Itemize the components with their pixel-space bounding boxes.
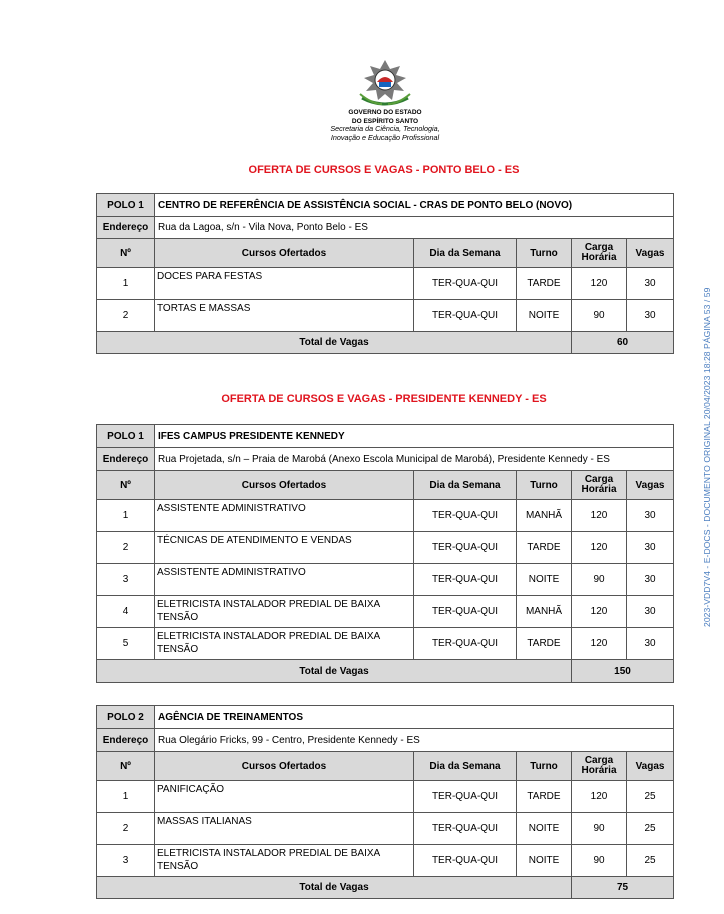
header-vagas: Vagas [627,471,674,500]
total-value: 75 [572,877,674,899]
header-cursos: Cursos Ofertados [155,752,414,781]
course-name: ASSISTENTE ADMINISTRATIVO [155,564,414,596]
document-stamp: 2023-VDD7V4 - E-DOCS - DOCUMENTO ORIGINAL 20/04/2023 18:28 PÁGINA 53 / 59 [702,287,712,627]
header-dia: Dia da Semana [414,471,517,500]
table-row: 1 ASSISTENTE ADMINISTRATIVO TER-QUA-QUI MANHÃ 120 30 [97,500,674,532]
endereco-label: Endereço [97,729,155,752]
section-title-ponto-belo: OFERTA DE CURSOS E VAGAS - PONTO BELO - ES [248,164,520,176]
polo-address: Rua Olegário Fricks, 99 - Centro, Presidente Kennedy - ES [155,729,674,752]
header-num: Nº [97,239,155,268]
header-carga: Carga Horária [572,239,627,268]
total-label: Total de Vagas [97,877,572,899]
endereco-label: Endereço [97,448,155,471]
course-name: TÉCNICAS DE ATENDIMENTO E VENDAS [155,532,414,564]
header-dia: Dia da Semana [414,752,517,781]
total-row [97,332,674,354]
secretaria-line-2: Inovação e Educação Profissional [330,132,440,142]
endereco-label: Endereço [97,217,155,239]
header-carga: Carga Horária [572,752,627,781]
course-name: TORTAS E MASSAS [155,300,414,332]
header-turno: Turno [517,752,572,781]
header-num: Nº [97,752,155,781]
table-row: 4 ELETRICISTA INSTALADOR PREDIAL DE BAIXA TENSÃO TER-QUA-QUI MANHÃ 120 30 [97,596,674,628]
header-vagas: Vagas [627,752,674,781]
course-name: PANIFICAÇÃO [155,781,414,813]
polo-name: CENTRO DE REFERÊNCIA DE ASSISTÊNCIA SOCIAL - CRAS DE PONTO BELO (NOVO) [155,194,674,217]
course-name: MASSAS ITALIANAS [155,813,414,845]
document-header [290,58,480,142]
table-row: 1 PANIFICAÇÃO TER-QUA-QUI TARDE 120 25 [97,781,674,813]
course-name: ELETRICISTA INSTALADOR PREDIAL DE BAIXA TENSÃO [155,596,414,628]
table-row: 3 ASSISTENTE ADMINISTRATIVO TER-QUA-QUI NOITE 90 30 [97,564,674,596]
header-vagas: Vagas [627,239,674,268]
course-name: ELETRICISTA INSTALADOR PREDIAL DE BAIXA TENSÃO [155,845,414,877]
polo-address: Rua Projetada, s/n – Praia de Marobá (Anexo Escola Municipal de Marobá), Presidente Kennedy - ES [155,448,674,471]
table-row: 2 TÉCNICAS DE ATENDIMENTO E VENDAS TER-QUA-QUI TARDE 120 30 [97,532,674,564]
header-cursos: Cursos Ofertados [155,239,414,268]
table-row: 2 MASSAS ITALIANAS TER-QUA-QUI NOITE 90 25 [97,813,674,845]
header-turno: Turno [517,471,572,500]
polo-label: POLO 1 [97,425,155,448]
courses-table-ponto-belo-polo-1 [96,193,674,354]
table-row: 5 ELETRICISTA INSTALADOR PREDIAL DE BAIXA TENSÃO TER-QUA-QUI TARDE 120 30 [97,628,674,660]
header-dia: Dia da Semana [414,239,517,268]
government-name-line-1: GOVERNO DO ESTADO [348,109,422,116]
header-carga: Carga Horária [572,471,627,500]
section-title-presidente-kennedy: OFERTA DE CURSOS E VAGAS - PRESIDENTE KENNEDY - ES [221,393,547,405]
polo-name: IFES CAMPUS PRESIDENTE KENNEDY [155,425,674,448]
course-name: ASSISTENTE ADMINISTRATIVO [155,500,414,532]
courses-table-pk-polo-1 [96,424,674,683]
courses-table-pk-polo-2 [96,705,674,899]
polo-label: POLO 1 [97,194,155,217]
header-turno: Turno [517,239,572,268]
polo-name: AGÊNCIA DE TREINAMENTOS [155,706,674,729]
course-name: ELETRICISTA INSTALADOR PREDIAL DE BAIXA TENSÃO [155,628,414,660]
table-row: 1 DOCES PARA FESTAS TER-QUA-QUI TARDE 120 30 [97,268,674,300]
total-value: 60 [572,332,674,354]
table-row: 2 TORTAS E MASSAS TER-QUA-QUI NOITE 90 30 [97,300,674,332]
total-label: Total de Vagas [97,660,572,683]
course-name: DOCES PARA FESTAS [155,268,414,300]
header-cursos: Cursos Ofertados [155,471,414,500]
table-row: 3 ELETRICISTA INSTALADOR PREDIAL DE BAIXA TENSÃO TER-QUA-QUI NOITE 90 25 [97,845,674,877]
total-label: Total de Vagas [97,332,572,354]
government-name-line-2: DO ESPÍRITO SANTO [351,117,419,125]
secretaria-line-1: Secretaria da Ciência, Tecnologia, [330,124,440,133]
state-coat-of-arms-icon [352,58,418,108]
polo-address: Rua da Lagoa, s/n - Vila Nova, Ponto Belo - ES [155,217,674,239]
header-num: Nº [97,471,155,500]
total-row [97,877,674,899]
total-row [97,660,674,683]
total-value: 150 [572,660,674,683]
polo-label: POLO 2 [97,706,155,729]
